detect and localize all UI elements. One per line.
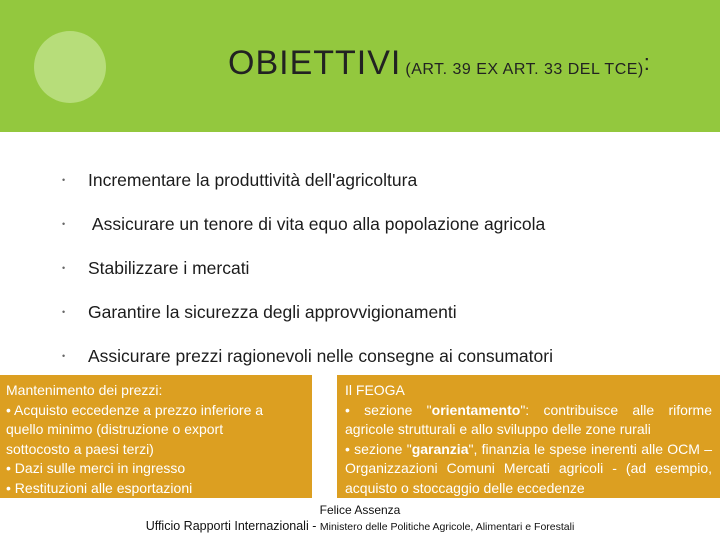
bullet-icon: • xyxy=(62,263,66,273)
list-item-text: Incrementare la produttività dell'agricoltura xyxy=(88,170,418,190)
footer-affiliation xyxy=(0,519,720,533)
list-item-text: Stabilizzare i mercati xyxy=(88,258,250,278)
feoga-item-bold: orientamento xyxy=(431,401,521,418)
feoga-item-garanzia: • sezione "garanzia", finanzia le spese inerenti alle OCM – Organizzazioni Comuni Mercati agricoli - (ad esempio, acquisto o stoccaggio delle eccedenze xyxy=(345,440,712,496)
box-line: sottocosto a paesi terzi) xyxy=(6,440,154,457)
price-support-box xyxy=(0,375,312,498)
list-item xyxy=(58,248,553,292)
bullet-icon: • xyxy=(62,351,66,361)
decorative-circle xyxy=(34,31,106,103)
header-band xyxy=(0,0,720,132)
box-line: • Dazi sulle merci in ingresso xyxy=(6,460,186,476)
list-item xyxy=(58,292,553,336)
title-subtitle: (ART. 39 EX ART. 33 DEL TCE) xyxy=(405,61,644,78)
footer-author: Felice Assenza xyxy=(319,503,401,517)
list-item-text: Assicurare un tenore di vita equo alla popolazione agricola xyxy=(88,214,546,234)
bullet-icon: • xyxy=(62,307,66,317)
list-item xyxy=(58,204,553,248)
footer-ministry: Ministero delle Politiche Agricole, Alimentari e Forestali xyxy=(319,521,575,533)
feoga-heading: Il FEOGA xyxy=(345,382,405,398)
feoga-item-bold: garanzia xyxy=(411,440,469,457)
box-line: Mantenimento dei prezzi: xyxy=(6,382,163,398)
box-line: • Acquisto eccedenze a prezzo inferiore a xyxy=(6,401,264,418)
list-item xyxy=(58,336,553,380)
objectives-list xyxy=(58,160,553,380)
slide-title xyxy=(228,44,650,83)
title-colon: : xyxy=(643,50,650,75)
box-line: quello minimo (distruzione o export xyxy=(6,421,224,437)
list-item xyxy=(58,160,553,204)
list-item-text: Garantire la sicurezza degli approvvigionamenti xyxy=(88,302,457,322)
footer-office: Ufficio Rapporti Internazionali - xyxy=(145,519,320,533)
title-main: OBIETTIVI xyxy=(228,44,402,82)
box-line: • Restituzioni alle esportazioni xyxy=(6,479,193,496)
feoga-box xyxy=(337,375,720,498)
list-item-text: Assicurare prezzi ragionevoli nelle consegne ai consumatori xyxy=(88,346,553,366)
feoga-item-orientamento: • sezione "orientamento": contribuisce alle riforme agricole strutturali e allo sviluppo delle zone rurali xyxy=(345,401,712,437)
bullet-icon: • xyxy=(62,175,66,185)
bullet-icon: • xyxy=(62,219,66,229)
